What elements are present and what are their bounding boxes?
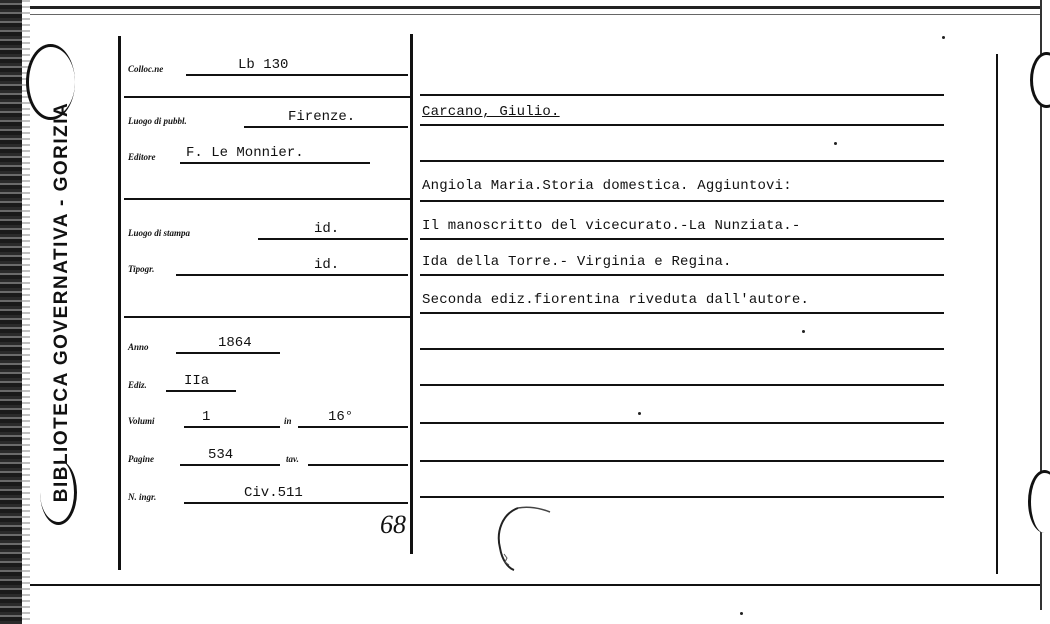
speck bbox=[834, 142, 837, 145]
field-value: id. bbox=[314, 221, 340, 237]
ruled-line bbox=[420, 200, 944, 202]
entry-line-4: Seconda ediz.fiorentina riveduta dall'autore. bbox=[422, 292, 810, 308]
field-line bbox=[176, 274, 408, 276]
row-divider bbox=[124, 316, 412, 318]
field-label: Luogo di pubbl. bbox=[128, 116, 187, 126]
field-line bbox=[180, 162, 370, 164]
entry-line-3: Ida della Torre.- Virginia e Regina. bbox=[422, 254, 732, 270]
field-value: Lb 130 bbox=[238, 57, 289, 73]
field-luogo-pubblicazione bbox=[128, 106, 408, 128]
field-editore bbox=[128, 142, 408, 164]
card-left-border bbox=[118, 36, 121, 570]
field-label: Editore bbox=[128, 152, 156, 162]
field-label: Luogo di stampa bbox=[128, 228, 191, 238]
top-edge-rule bbox=[30, 6, 1040, 9]
field-line bbox=[308, 464, 408, 466]
row-divider bbox=[124, 198, 412, 200]
ruled-line bbox=[420, 274, 944, 276]
field-tipografo bbox=[128, 254, 408, 276]
field-value: 1 bbox=[202, 409, 211, 425]
field-ingresso bbox=[128, 482, 408, 504]
field-value: F. Le Monnier. bbox=[186, 145, 304, 161]
ruled-line bbox=[420, 94, 944, 96]
card-right-border bbox=[996, 54, 998, 574]
punch-hole-bottom-right bbox=[1028, 470, 1050, 533]
handwritten-number: 68 bbox=[380, 510, 406, 539]
field-anno bbox=[128, 332, 408, 354]
field-value-formato: 16° bbox=[328, 409, 354, 425]
field-label: Pagine bbox=[128, 454, 154, 464]
speck bbox=[942, 36, 945, 39]
library-stamp: BIBLIOTECA GOVERNATIVA - GORIZIA bbox=[51, 101, 72, 503]
field-line bbox=[244, 126, 408, 128]
ruled-line bbox=[420, 124, 944, 126]
field-line bbox=[176, 352, 280, 354]
field-pagine bbox=[128, 444, 408, 466]
field-line bbox=[184, 426, 280, 428]
entry-author: Carcano, Giulio. bbox=[422, 104, 560, 120]
bottom-edge-rule bbox=[30, 584, 1040, 586]
field-label: Colloc.ne bbox=[128, 64, 164, 74]
field-label-tavole: tav. bbox=[286, 454, 299, 464]
field-label: N. ingr. bbox=[128, 492, 157, 502]
field-line bbox=[186, 74, 408, 76]
speck bbox=[638, 412, 641, 415]
field-collocazione bbox=[128, 54, 408, 76]
row-divider bbox=[124, 96, 412, 98]
field-value: IIa bbox=[184, 373, 210, 389]
field-label-formato: in bbox=[284, 416, 292, 426]
field-value: id. bbox=[314, 257, 340, 273]
punch-hole-top-right bbox=[1030, 52, 1050, 108]
field-value: Civ.511 bbox=[244, 485, 303, 501]
field-edizione bbox=[128, 370, 408, 392]
ruled-line bbox=[420, 238, 944, 240]
field-label: Anno bbox=[128, 342, 149, 352]
field-value: Firenze. bbox=[288, 109, 356, 125]
ruled-line bbox=[420, 460, 944, 462]
field-label: Volumi bbox=[128, 416, 155, 426]
field-line bbox=[298, 426, 408, 428]
field-label: Tipogr. bbox=[128, 264, 155, 274]
speck bbox=[740, 612, 743, 615]
field-volumi bbox=[128, 406, 408, 428]
field-value: 1864 bbox=[218, 335, 252, 351]
field-luogo-stampa bbox=[128, 218, 408, 240]
card-column-divider bbox=[410, 34, 413, 554]
field-label: Ediz. bbox=[128, 380, 147, 390]
ruled-line bbox=[420, 384, 944, 386]
entry-line-2: Il manoscritto del vicecurato.-La Nunziata.- bbox=[422, 218, 801, 234]
field-line bbox=[184, 502, 408, 504]
field-line bbox=[258, 238, 408, 240]
field-line bbox=[166, 390, 236, 392]
field-line bbox=[180, 464, 280, 466]
top-edge-rule-thin bbox=[30, 14, 1040, 15]
ruled-line bbox=[420, 312, 944, 314]
scan-edge bbox=[0, 0, 22, 624]
ink-smudge bbox=[488, 504, 558, 574]
ruled-line bbox=[420, 496, 944, 498]
ruled-line bbox=[420, 422, 944, 424]
field-value: 534 bbox=[208, 447, 234, 463]
entry-line-1: Angiola Maria.Storia domestica. Aggiuntovi: bbox=[422, 178, 792, 194]
ruled-line bbox=[420, 348, 944, 350]
ruled-line bbox=[420, 160, 944, 162]
speck bbox=[802, 330, 805, 333]
